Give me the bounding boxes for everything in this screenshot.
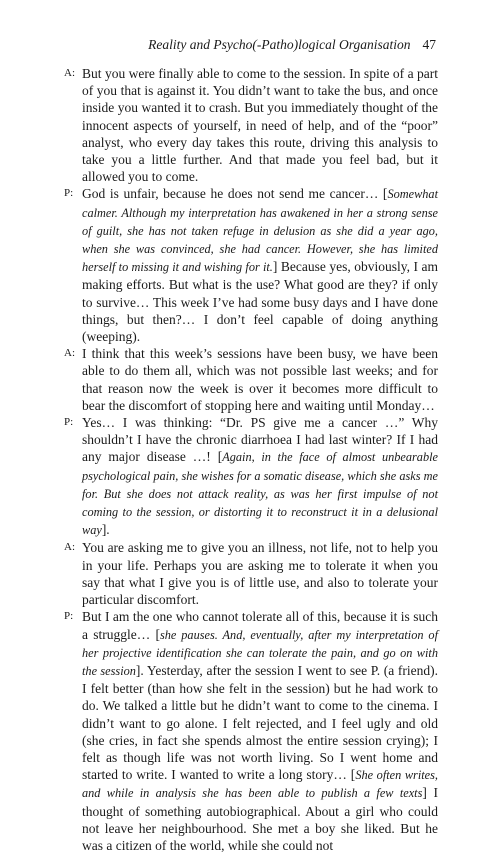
dialogue-text: But you were finally able to come to the session. In spite of a part of you that is against it. You didn’t want to take the bus, and once inside you wanted it to crash. But you immediately thought of the innocent aspects of yourself, in need of help, and of the “poor” analyst, who every day takes this route, driving this analysis to take you a little further. And that made you feel bad, but it allowed you to come.: [82, 66, 438, 185]
dialogue-text: I think that this week’s sessions have been busy, we have been able to do them all, which was not possible last weeks; and for that reason now the week is over it becomes more difficult to bear the discomfort of stopping here and waiting until Monday…: [82, 346, 438, 413]
dialogue-text: ] I thought of something autobiographical. About a girl who could not leave her neighbourhood. She met a boy she liked. But he was a citizen of the world, while she could not: [82, 785, 438, 853]
dialogue-text: God is unfair, because he does not send me cancer… [: [82, 186, 388, 202]
dialogue-text: ].: [101, 522, 110, 538]
running-title: Reality and Psycho(-Patho)logical Organisation: [148, 37, 411, 52]
dialogue-text: Yes… I was thinking: “Dr. PS give me a cancer …” Why shouldn’t I have the chronic diarrhoea I had last winter? If I had any major disease …! [: [82, 415, 438, 465]
italic-annotation: Somewhat calmer. Although my interpretation has awakened in her a strong sense of guilt, she has not taken refuge in delusion as she did a year ago, when she was convinced, she had cancer. However, she has limited herself to missing it and wishing for it.: [82, 187, 438, 275]
speaker-label: P:: [64, 416, 74, 429]
running-header: [64, 36, 436, 54]
dialogue-paragraph: [64, 608, 438, 854]
dialogue-text: ] Because yes, obviously, I am making efforts. But what is the use? What good are they? if only to survive… This week I’ve had some busy days and I have done things, but then?… I don’t feel capable of doing anything (weeping).: [82, 259, 438, 345]
speaker-label: A:: [64, 347, 75, 360]
italic-annotation: she pauses. And, eventually, after my interpretation of her projective identification she can tolerate the pain, and go on with the session: [82, 627, 438, 678]
dialogue-paragraph: [64, 414, 438, 539]
speaker-label: A:: [64, 541, 75, 554]
dialogue-text: You are asking me to give you an illness, not life, not to help you in your life. Perhaps you are asking me to tolerate it when you say that what I give you is of little use, and also to tolerate your particular discomfort.: [82, 540, 438, 608]
dialogue-body: [64, 65, 438, 854]
dialogue-paragraph: [64, 345, 438, 414]
dialogue-paragraph: [64, 539, 438, 608]
speaker-label: P:: [64, 187, 74, 200]
dialogue-text: But I am the one who cannot tolerate all of this, because it is such a struggle… [: [82, 609, 438, 642]
page-number: 47: [422, 37, 436, 52]
italic-annotation: Again, in the face of almost unbearable psychological pain, she wishes for a somatic disease, which she asks me for. But she does not attack reality, as was her first impulse of not coming to the session, or distorting it to reconstruct it in a delusional way: [82, 450, 438, 538]
speaker-label: A:: [64, 67, 75, 79]
dialogue-paragraph: [64, 65, 438, 185]
dialogue-text: ]. Yesterday, after the session I went to see P. (a friend). I felt better (than how she felt in the session) but he had work to do. We talked a little but he didn’t want to come to the cinema. I didn’t want to go alone. I felt rejected, and I feel ugly and old (she cries, in fact she spends almost the entire session crying); I felt as though life was not worth living. So I went home and started to write. I wanted to write a long story… [: [82, 662, 439, 783]
speaker-label: P:: [64, 610, 74, 623]
dialogue-paragraph: [64, 185, 438, 345]
italic-annotation: She often writes, and while in analysis she has been able to publish a few texts: [82, 768, 438, 801]
